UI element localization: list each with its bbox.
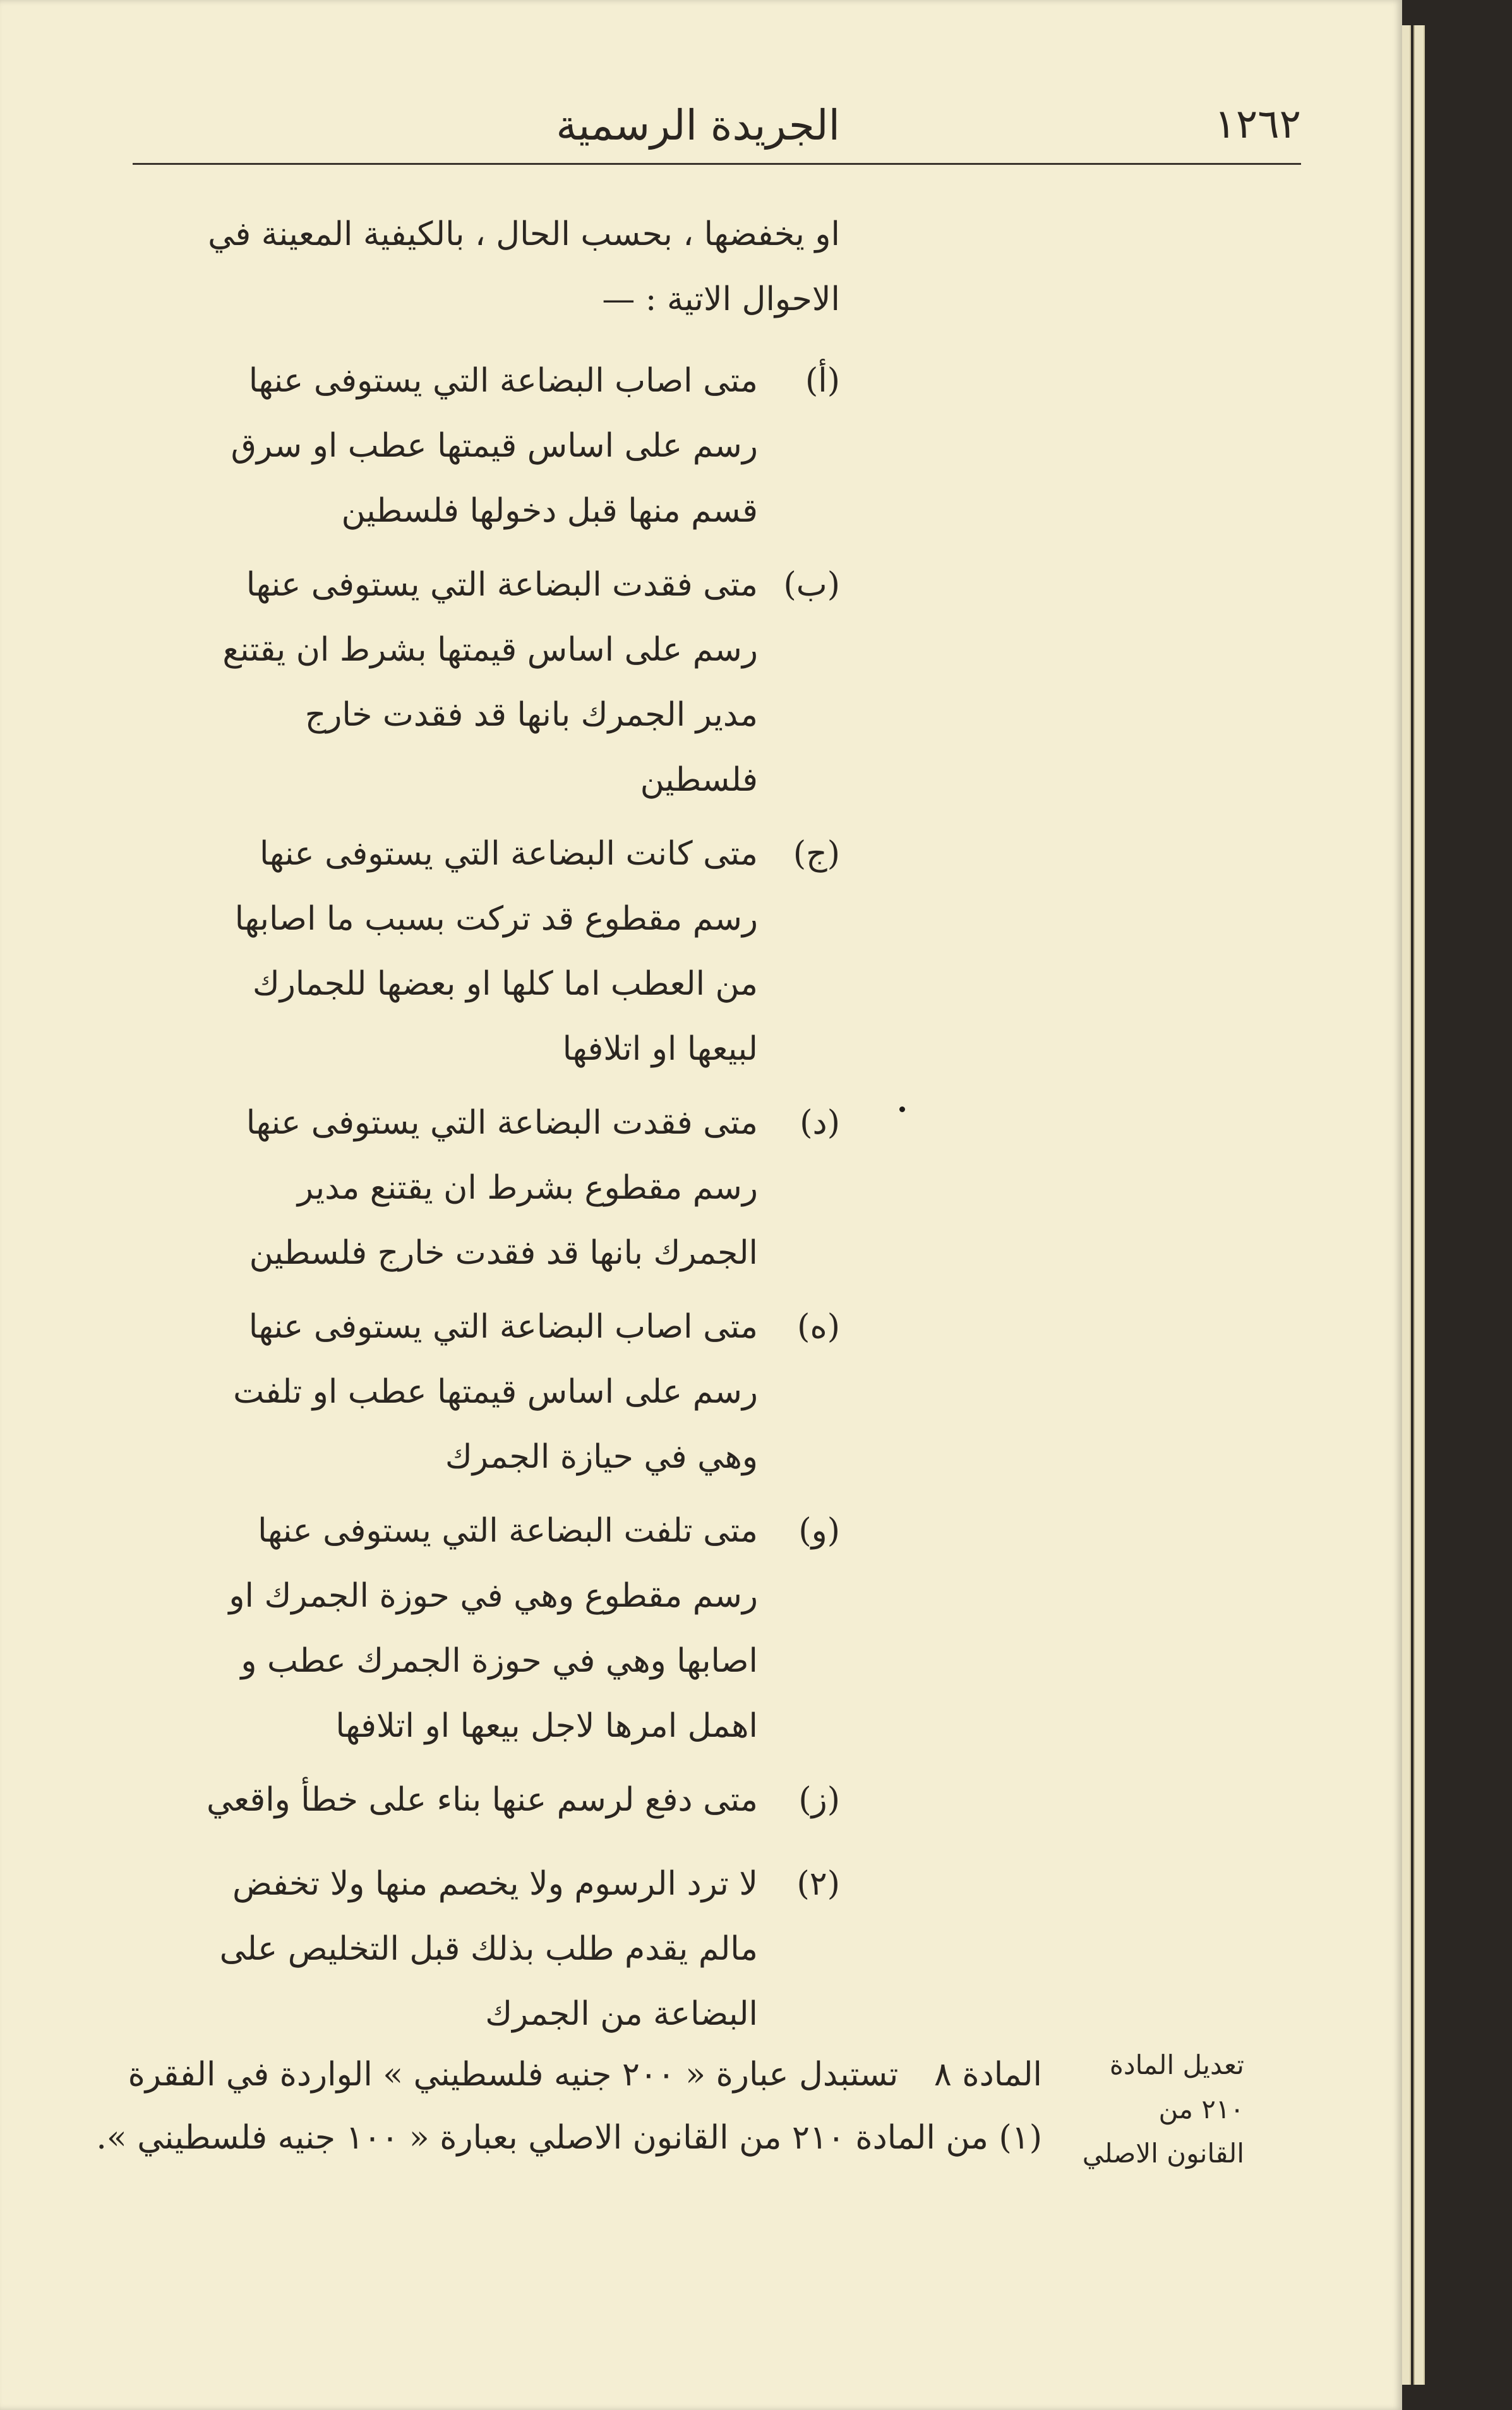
page-edge bbox=[1413, 25, 1425, 2385]
clause-f bbox=[189, 1499, 840, 1759]
article-label: المادة ٨ bbox=[933, 2056, 1042, 2094]
body-text bbox=[189, 202, 840, 2056]
clause-text: متى فقدت البضاعة التي يستوفى عنها رسم على اساس قيمتها بشرط ان يقتنع مدير الجمرك بانها قد فقدت خارج فلسطين bbox=[222, 566, 758, 799]
ink-speck bbox=[899, 1106, 905, 1112]
clause-marker: (د) bbox=[800, 1104, 840, 1142]
clause-g bbox=[189, 1768, 840, 1833]
margin-note: تعديل المادة ٢١٠ من القانون الاصلي bbox=[1082, 2049, 1244, 2169]
clause-b bbox=[189, 553, 840, 813]
clause-text: متى تلفت البضاعة التي يستوفى عنها رسم مقطوع وهي في حوزة الجمرك او اصابها وهي في حوزة الجمرك عطب و اهمل امرها لاجل بيعها او اتلافها bbox=[229, 1512, 758, 1745]
clause-text: متى اصاب البضاعة التي يستوفى عنها رسم على اساس قيمتها عطب او سرق قسم منها قبل دخولها فلسطين bbox=[231, 362, 758, 530]
page-header bbox=[133, 95, 1301, 164]
clause-text: متى فقدت البضاعة التي يستوفى عنها رسم مقطوع بشرط ان يقتنع مدير الجمرك بانها قد فقدت خارج فلسطين bbox=[246, 1104, 758, 1272]
page-number: ١٢٦٢ bbox=[1214, 101, 1301, 148]
article-body: تستبدل عبارة « ٢٠٠ جنيه فلسطيني » الواردة في الفقرة (١) من المادة ٢١٠ من القانون الاصلي بعبارة « ١٠٠ جنيه فلسطيني ». bbox=[96, 2056, 1042, 2157]
page-edges bbox=[1383, 0, 1512, 2410]
header-rule bbox=[133, 163, 1301, 165]
clause-a bbox=[189, 349, 840, 544]
clause-marker: (ج) bbox=[793, 835, 840, 873]
amendment-section bbox=[76, 2043, 1244, 2233]
intro-paragraph: او يخفضها ، بحسب الحال ، بالكيفية المعينة في الاحوال الاتية : — bbox=[208, 215, 840, 318]
journal-title: الجريدة الرسمية bbox=[556, 101, 840, 150]
clause-e bbox=[189, 1295, 840, 1490]
paragraph-marker: (٢) bbox=[796, 1865, 840, 1903]
paragraph-text: لا ترد الرسوم ولا يخصم منها ولا تخفض مالم يقدم طلب بذلك قبل التخليص على البضاعة من الجمرك bbox=[219, 1865, 758, 2033]
clause-text: متى كانت البضاعة التي يستوفى عنها رسم مقطوع قد تركت بسبب ما اصابها من العطب اما كلها او بعضها للجمارك لبيعها او اتلافها bbox=[234, 835, 758, 1068]
clause-text: متى اصاب البضاعة التي يستوفى عنها رسم على اساس قيمتها عطب او تلفت وهي في حيازة الجمرك bbox=[233, 1308, 758, 1476]
clause-marker: (ه) bbox=[797, 1308, 840, 1346]
paragraph-2 bbox=[189, 1852, 840, 2047]
clause-d bbox=[189, 1091, 840, 1286]
clause-marker: (و) bbox=[798, 1512, 840, 1550]
clause-text: متى دفع لرسم عنها بناء على خطأ واقعي bbox=[206, 1781, 758, 1819]
clause-marker: (أ) bbox=[805, 362, 840, 400]
clause-c bbox=[189, 822, 840, 1082]
clause-marker: (ب) bbox=[783, 566, 840, 604]
clause-marker: (ز) bbox=[798, 1781, 840, 1819]
amendment-text bbox=[88, 2043, 1042, 2169]
